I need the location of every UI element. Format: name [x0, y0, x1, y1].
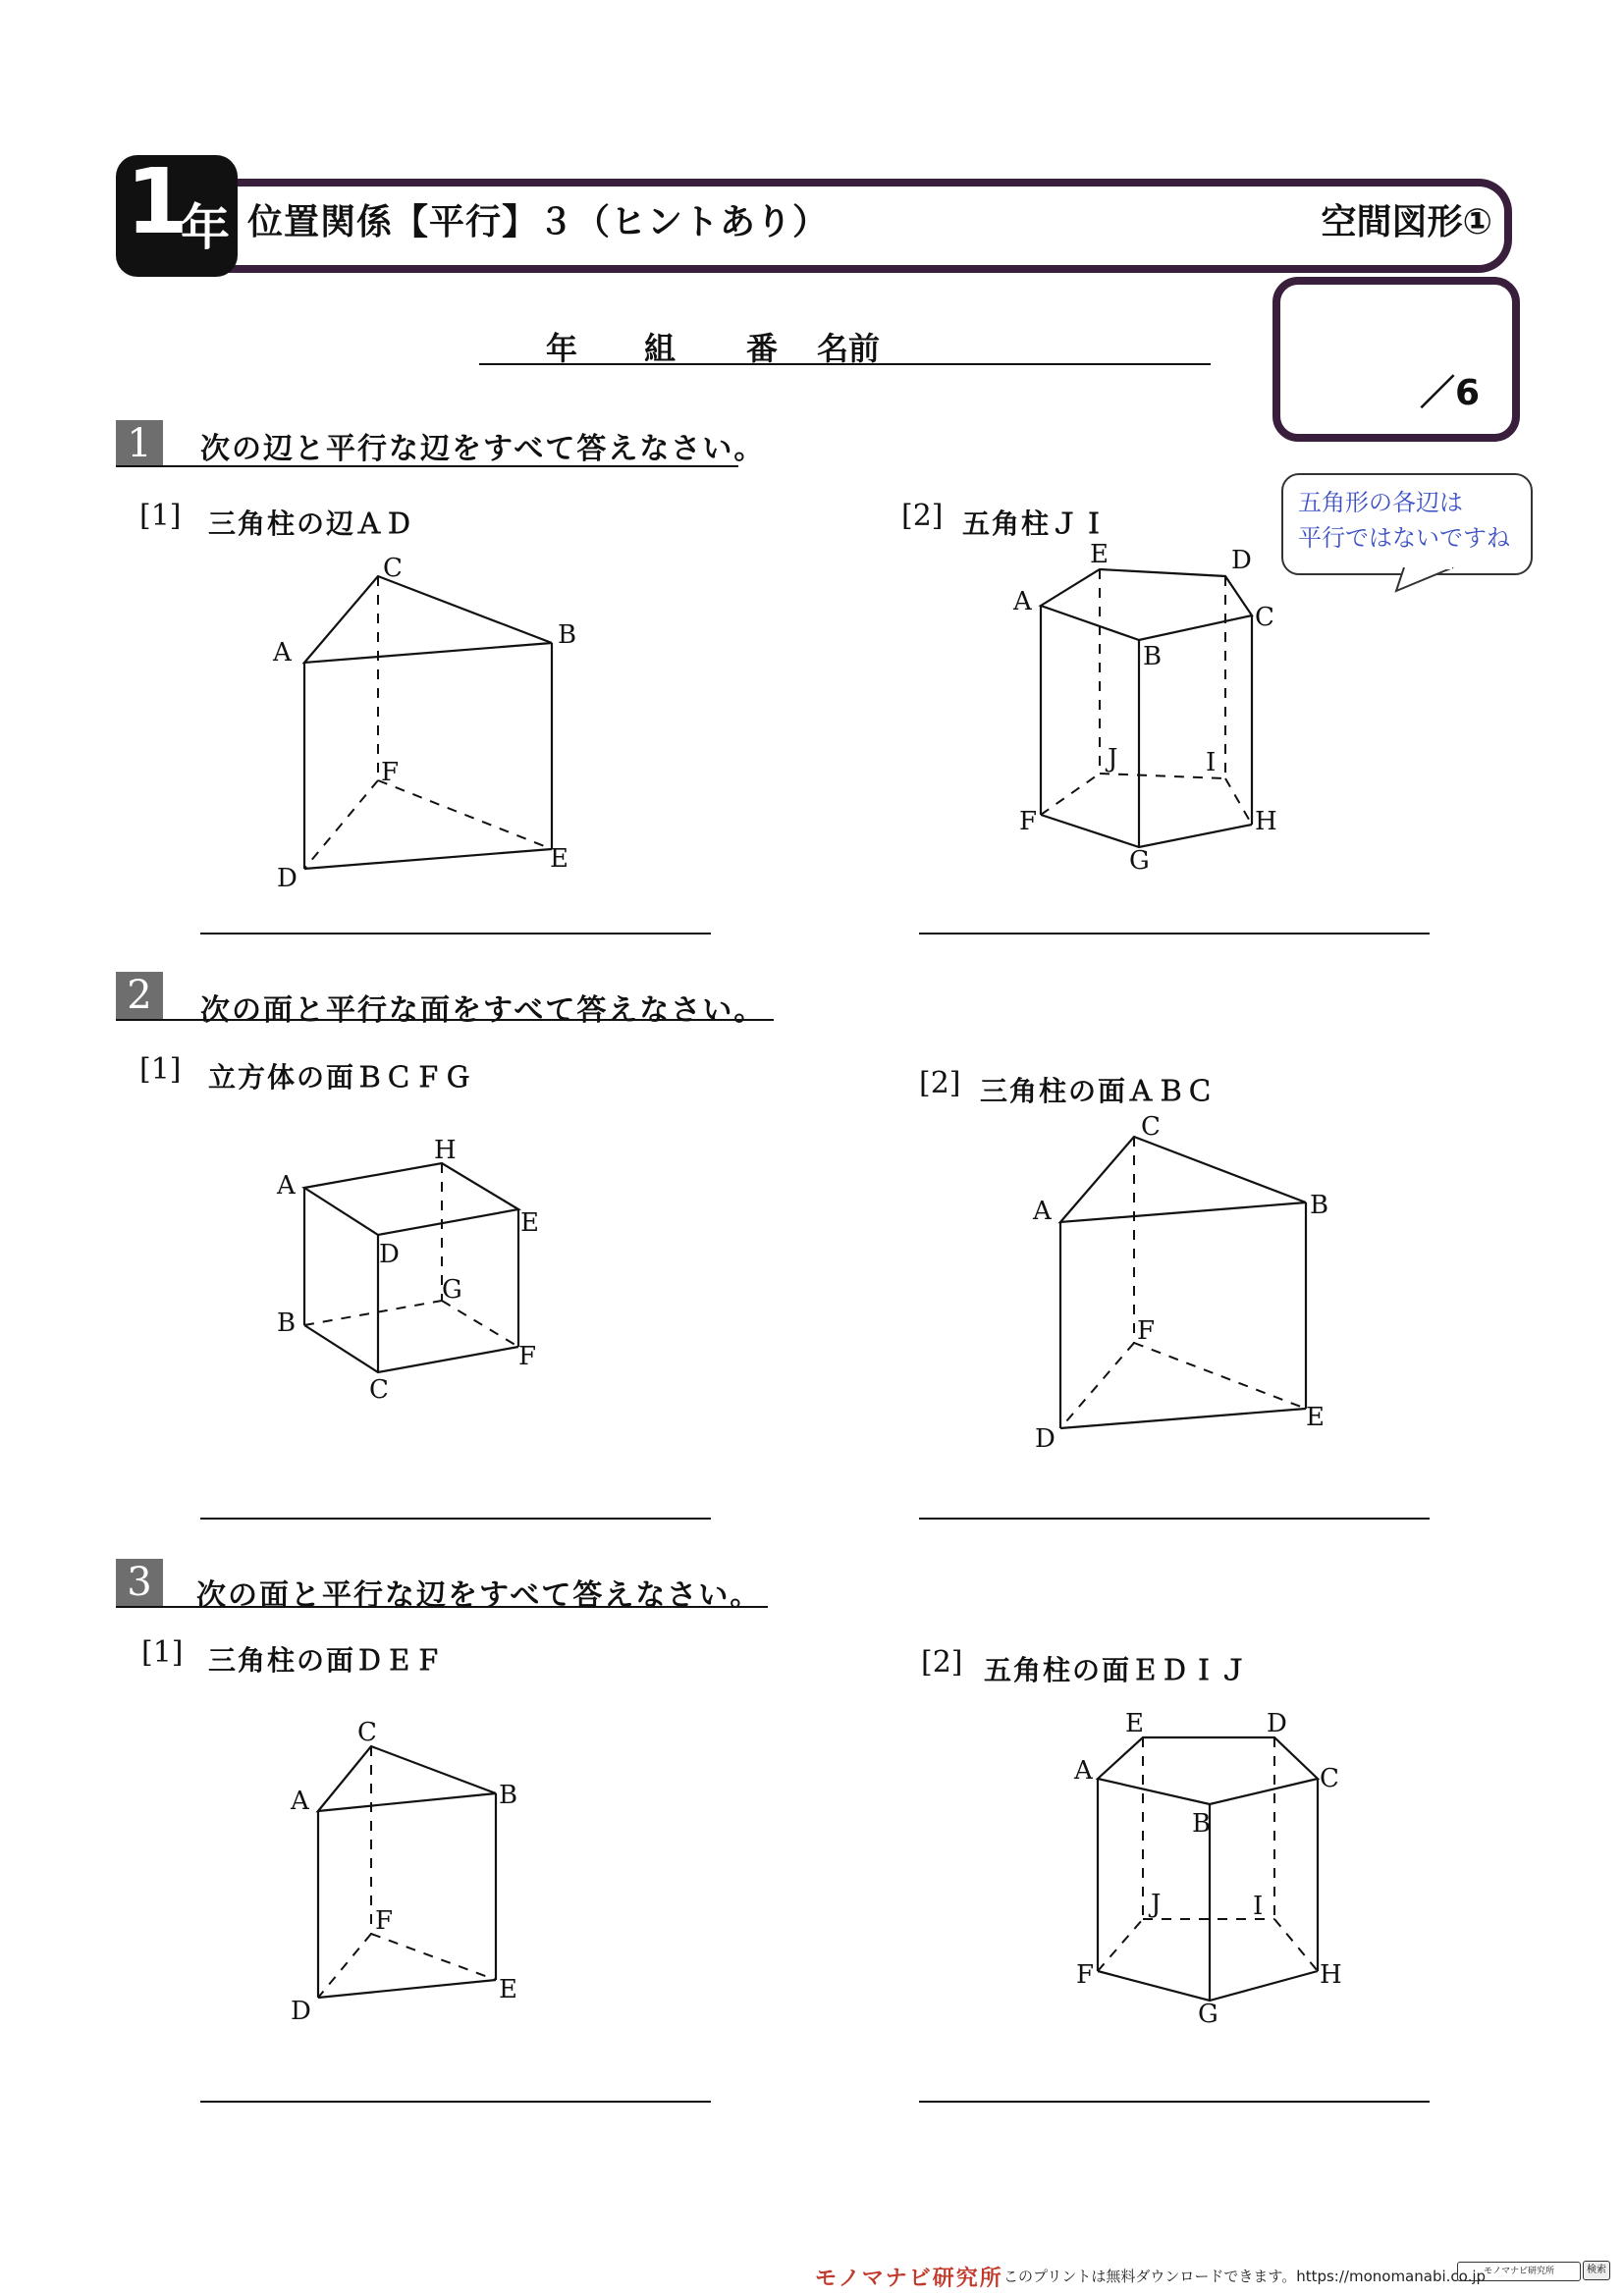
- hint-text: [1298, 485, 1510, 556]
- vertex-F: F: [1019, 807, 1038, 836]
- answer-line-1-2[interactable]: [919, 933, 1430, 934]
- section-3-number: 3: [116, 1559, 163, 1606]
- footer-search-input[interactable]: モノマナビ研究所: [1457, 2262, 1581, 2281]
- section-1-title: 次の辺と平行な辺をすべて答えなさい。: [200, 432, 766, 466]
- q3-2-label: [2]: [921, 1645, 963, 1680]
- hint-line-2: 平行ではないですね: [1298, 524, 1510, 552]
- triangular-prism-figure-1: [265, 545, 589, 898]
- year-label: 年: [546, 330, 578, 367]
- vertex-A: A: [1074, 1756, 1093, 1786]
- vertex-J: J: [1151, 1890, 1162, 1919]
- number-label: 番: [746, 330, 779, 367]
- name-underline: [479, 363, 1211, 365]
- vertex-F: F: [1137, 1316, 1156, 1346]
- vertex-A: A: [1033, 1197, 1052, 1226]
- vertex-A: A: [273, 638, 292, 667]
- triangular-prism-figure-2: [1021, 1109, 1345, 1463]
- vertex-D: D: [1231, 546, 1252, 575]
- vertex-D: D: [277, 864, 298, 893]
- q2-2-text: 三角柱の面ＡＢＣ: [980, 1075, 1217, 1107]
- unit-name: 空間図形①: [1321, 202, 1492, 242]
- vertex-E: E: [499, 1975, 517, 2004]
- hint-bubble-tail: [1394, 567, 1473, 597]
- q2-1-label: [1]: [139, 1052, 182, 1087]
- vertex-F: F: [381, 758, 400, 787]
- vertex-H: H: [434, 1136, 457, 1165]
- answer-line-2-2[interactable]: [919, 1518, 1430, 1520]
- grade-unit: 年: [181, 199, 230, 256]
- answer-line-1-1[interactable]: [200, 933, 711, 934]
- vertex-B: B: [558, 620, 577, 650]
- class-label: 組: [644, 330, 677, 367]
- vertex-G: G: [442, 1275, 462, 1305]
- q3-2-text: 五角柱の面ＥＤＩＪ: [984, 1654, 1250, 1686]
- q1-2-label: [2]: [901, 499, 944, 533]
- vertex-D: D: [291, 1997, 311, 2026]
- grade-number: 1: [126, 149, 189, 254]
- score-box: [1272, 277, 1520, 442]
- hint-line-1: 五角形の各辺は: [1298, 489, 1463, 516]
- q2-2-label: [2]: [919, 1066, 961, 1100]
- answer-line-3-1[interactable]: [200, 2101, 711, 2103]
- vertex-G: G: [1198, 2000, 1218, 2029]
- section-1-number: 1: [116, 420, 163, 467]
- vertex-C: C: [369, 1375, 389, 1405]
- vertex-A: A: [1013, 587, 1032, 616]
- vertex-E: E: [1306, 1403, 1325, 1432]
- vertex-D: D: [379, 1240, 400, 1269]
- q2-1-text: 立方体の面ＢＣＦＧ: [208, 1061, 474, 1094]
- section-1-underline: [116, 465, 738, 467]
- name-label: 名前: [817, 330, 881, 367]
- footer-logo[interactable]: モノマナビ研究所: [815, 2267, 1003, 2291]
- vertex-B: B: [499, 1781, 518, 1810]
- grade-badge: [116, 149, 238, 277]
- section-2-number: 2: [116, 972, 163, 1019]
- vertex-C: C: [1255, 603, 1274, 632]
- q1-2-text: 五角柱ＪＩ: [962, 507, 1110, 540]
- vertex-H: H: [1320, 1960, 1342, 1990]
- vertex-F: F: [375, 1906, 394, 1936]
- section-2-title: 次の面と平行な面をすべて答えなさい。: [200, 993, 766, 1028]
- vertex-C: C: [1320, 1764, 1339, 1793]
- vertex-F: F: [1076, 1960, 1095, 1990]
- section-3-title: 次の面と平行な辺をすべて答えなさい。: [196, 1578, 762, 1613]
- vertex-F: F: [518, 1342, 537, 1371]
- vertex-E: E: [520, 1208, 539, 1238]
- vertex-C: C: [357, 1718, 377, 1747]
- vertex-D: D: [1035, 1424, 1056, 1454]
- vertex-A: A: [291, 1787, 309, 1816]
- triangular-prism-figure-3: [285, 1713, 550, 2037]
- q1-1-label: [1]: [139, 499, 182, 533]
- vertex-J: J: [1108, 744, 1118, 774]
- worksheet-title: 位置関係【平行】３（ヒントあり）: [247, 202, 830, 242]
- vertex-E: E: [550, 844, 568, 874]
- answer-line-2-1[interactable]: [200, 1518, 711, 1520]
- vertex-E: E: [1090, 540, 1109, 569]
- vertex-A: A: [277, 1171, 296, 1201]
- vertex-B: B: [1310, 1191, 1329, 1220]
- vertex-E: E: [1125, 1709, 1144, 1738]
- vertex-G: G: [1129, 846, 1150, 876]
- vertex-C: C: [1141, 1112, 1161, 1142]
- q3-1-text: 三角柱の面ＤＥＦ: [208, 1644, 445, 1677]
- section-3-underline: [116, 1606, 768, 1608]
- score-total: ／6: [1420, 373, 1481, 413]
- vertex-B: B: [1192, 1809, 1212, 1839]
- footer-search-button[interactable]: 検索: [1583, 2261, 1610, 2280]
- q1-1-text: 三角柱の辺ＡＤ: [208, 507, 415, 540]
- cube-figure: [265, 1129, 560, 1414]
- q3-1-label: [1]: [141, 1635, 184, 1670]
- vertex-H: H: [1255, 807, 1277, 836]
- section-2-underline: [116, 1019, 774, 1021]
- footer-text: このプリントは無料ダウンロードできます。https://monomanabi.co.jp: [1003, 2268, 1487, 2285]
- vertex-I: I: [1206, 748, 1217, 777]
- vertex-B: B: [1143, 642, 1163, 671]
- answer-line-3-2[interactable]: [919, 2101, 1430, 2103]
- vertex-B: B: [277, 1308, 297, 1338]
- vertex-I: I: [1253, 1892, 1264, 1921]
- vertex-D: D: [1267, 1709, 1287, 1738]
- pentagonal-prism-figure-2: [1060, 1688, 1375, 2032]
- pentagonal-prism-figure-1: [1001, 535, 1316, 888]
- vertex-C: C: [383, 554, 403, 583]
